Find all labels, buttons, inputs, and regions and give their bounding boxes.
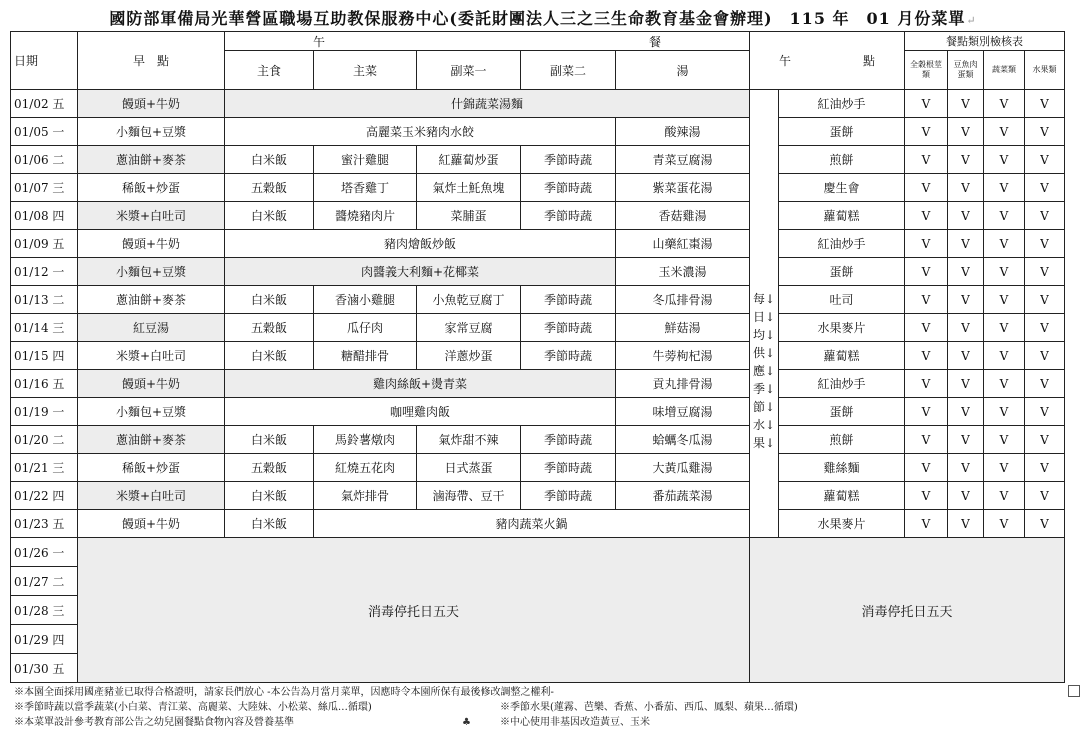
sprout-icon: ♣ <box>462 717 471 728</box>
row-soup: 鮮菇湯 <box>616 314 750 342</box>
row-combined: 豬肉蔬菜火鍋 <box>314 510 750 538</box>
row-main: 氣炸排骨 <box>314 482 417 510</box>
row-snack: 蘿蔔糕 <box>779 202 905 230</box>
row-side2: 季節時蔬 <box>521 174 616 202</box>
row-breakfast: 蔥油餅+麥茶 <box>78 286 225 314</box>
row-staple: 白米飯 <box>225 202 314 230</box>
row-breakfast: 饅頭+牛奶 <box>78 510 225 538</box>
notes <box>14 685 1074 730</box>
check-grain: V <box>905 286 948 314</box>
header-staple: 主食 <box>225 51 314 90</box>
check-fruit: V <box>1025 286 1065 314</box>
row-breakfast: 稀飯+炒蛋 <box>78 174 225 202</box>
check-protein: V <box>948 342 984 370</box>
check-fruit: V <box>1025 454 1065 482</box>
check-protein: V <box>948 90 984 118</box>
header-check-grain: 全穀根莖類 <box>905 51 948 90</box>
row-date: 01/02 五 <box>11 90 78 118</box>
row-date: 01/22 四 <box>11 482 78 510</box>
row-soup: 酸辣湯 <box>616 118 750 146</box>
row-date: 01/19 一 <box>11 398 78 426</box>
check-protein: V <box>948 230 984 258</box>
check-grain: V <box>905 230 948 258</box>
row-staple: 五穀飯 <box>225 174 314 202</box>
row-staple: 白米飯 <box>225 342 314 370</box>
row-staple: 五穀飯 <box>225 454 314 482</box>
row-soup: 青菜豆腐湯 <box>616 146 750 174</box>
check-veg: V <box>984 202 1025 230</box>
row-soup: 味增豆腐湯 <box>616 398 750 426</box>
row-date: 01/14 三 <box>11 314 78 342</box>
row-date: 01/23 五 <box>11 510 78 538</box>
row-soup: 山藥紅棗湯 <box>616 230 750 258</box>
row-soup: 番茄蔬菜湯 <box>616 482 750 510</box>
row-snack: 吐司 <box>779 286 905 314</box>
check-protein: V <box>948 202 984 230</box>
check-grain: V <box>905 314 948 342</box>
row-date: 01/05 一 <box>11 118 78 146</box>
check-fruit: V <box>1025 398 1065 426</box>
row-breakfast: 小麵包+豆漿 <box>78 258 225 286</box>
row-side1: 紅蘿蔔炒蛋 <box>417 146 521 174</box>
row-side1: 小魚乾豆腐丁 <box>417 286 521 314</box>
row-side2: 季節時蔬 <box>521 482 616 510</box>
row-soup: 大黃瓜雞湯 <box>616 454 750 482</box>
menu-table <box>10 31 1065 683</box>
row-breakfast: 米漿+白吐司 <box>78 202 225 230</box>
check-fruit: V <box>1025 482 1065 510</box>
check-protein: V <box>948 510 984 538</box>
row-combined: 高麗菜玉米豬肉水餃 <box>225 118 616 146</box>
row-main: 塔香雞丁 <box>314 174 417 202</box>
check-grain: V <box>905 426 948 454</box>
row-date: 01/30 五 <box>11 654 78 683</box>
check-veg: V <box>984 398 1025 426</box>
row-snack: 紅油炒手 <box>779 230 905 258</box>
row-side2: 季節時蔬 <box>521 146 616 174</box>
check-protein: V <box>948 482 984 510</box>
row-date: 01/06 二 <box>11 146 78 174</box>
row-side1: 菜脯蛋 <box>417 202 521 230</box>
header-soup: 湯 <box>616 51 750 90</box>
check-veg: V <box>984 146 1025 174</box>
check-fruit: V <box>1025 426 1065 454</box>
row-main: 紅燒五花肉 <box>314 454 417 482</box>
row-side2: 季節時蔬 <box>521 342 616 370</box>
row-date: 01/08 四 <box>11 202 78 230</box>
check-protein: V <box>948 286 984 314</box>
check-grain: V <box>905 370 948 398</box>
row-main: 香滷小雞腿 <box>314 286 417 314</box>
row-soup: 蛤蠣冬瓜湯 <box>616 426 750 454</box>
row-breakfast: 小麵包+豆漿 <box>78 398 225 426</box>
row-date: 01/26 一 <box>11 538 78 567</box>
row-snack: 煎餅 <box>779 146 905 174</box>
row-staple: 白米飯 <box>225 286 314 314</box>
menu-row <box>11 286 1065 314</box>
check-grain: V <box>905 90 948 118</box>
check-fruit: V <box>1025 342 1065 370</box>
menu-row <box>11 370 1065 398</box>
row-snack: 水果麥片 <box>779 314 905 342</box>
menu-row <box>11 314 1065 342</box>
menu-row <box>11 398 1065 426</box>
menu-row <box>11 510 1065 538</box>
row-breakfast: 饅頭+牛奶 <box>78 90 225 118</box>
row-date: 01/13 二 <box>11 286 78 314</box>
check-grain: V <box>905 510 948 538</box>
note-vegetables: ※季節時蔬以當季蔬菜(小白菜、青江菜、高麗菜、大陸妹、小松菜、絲瓜…循環) <box>14 702 372 713</box>
row-combined: 什錦蔬菜湯麵 <box>225 90 750 118</box>
check-veg: V <box>984 482 1025 510</box>
row-soup: 香菇雞湯 <box>616 202 750 230</box>
header-check-veg: 蔬菜類 <box>984 51 1025 90</box>
header-date: 日期 <box>11 32 78 90</box>
check-protein: V <box>948 454 984 482</box>
menu-row <box>11 230 1065 258</box>
check-fruit: V <box>1025 146 1065 174</box>
row-soup: 牛蒡枸杞湯 <box>616 342 750 370</box>
header-check-fruit: 水果類 <box>1025 51 1065 90</box>
header-check-group: 餐點類別檢核表 <box>905 32 1065 51</box>
menu-document: 國防部軍備局光華營區職場互助教保服務中心(委託財團法人三之三生命教育基金會辦理) 115 年 01 月份菜單↵ 日期 早 點 午 餐 午 點 餐點類別檢核表 主食 主菜 副菜一 副菜二 湯 全穀根莖類 豆魚肉蛋類 蔬菜類 水果類 01/02 五 饅頭+牛奶 什錦蔬菜湯麵 每↓日↓均↓供↓應↓季↓節↓水↓果↓ 紅油炒手 V V V V 01/05 一 小麵包+豆漿 高麗菜玉米豬肉水餃 酸辣湯 蛋餅 V V V V 01/06 二 蔥油餅+麥茶 白米飯 蜜汁雞腿 紅蘿蔔炒蛋 季節時蔬 青菜豆腐湯 煎餅 V V V V 01/07 三 稀飯+炒蛋 五穀飯 塔香雞丁 氣炸土魠魚塊 季節時蔬 紫菜蛋花湯 慶生會 V V V V 01/08 四 米漿+白吐司 白米飯 醬燒豬肉片 菜脯蛋 季節時蔬 香菇雞湯 蘿蔔糕 V V V V 01/09 五 饅頭+牛奶 豬肉燴飯炒飯 山藥紅棗湯 紅油炒手 V V V V 01/12 一 小麵包+豆漿 肉醬義大利麵+花椰菜 玉米濃湯 蛋餅 V V V V 01/13 二 蔥油餅+麥茶 白米飯 香滷小雞腿 小魚乾豆腐丁 季節時蔬 冬瓜排骨湯 吐司 V V V V 01/14 三 紅豆湯 五穀飯 瓜仔肉 家常豆腐 季節時蔬 鮮菇湯 水果麥片 V V V V 01/15 四 米漿+白吐司 白米飯 糖醋排骨 洋蔥炒蛋 季節時蔬 牛蒡枸杞湯 蘿蔔糕 V V V V 01/16 五 饅頭+牛奶 雞肉絲飯+燙青菜 貢丸排骨湯 紅油炒手 V V V V 01/19 一 小麵包+豆漿 咖哩雞肉飯 味增豆腐湯 蛋餅 V V V V 01/20 二 蔥油餅+麥茶 白米飯 馬鈴薯燉肉 氣炸甜不辣 季節時蔬 蛤蠣冬瓜湯 煎餅 V V V V 01/21 三 稀飯+炒蛋 五穀飯 紅燒五花肉 日式蒸蛋 季節時蔬 大黃瓜雞湯 雞絲麵 V V V V 01/22 四 米漿+白吐司 白米飯 氣炸排骨 滷海帶、豆干 季節時蔬 番茄蔬菜湯 蘿蔔糕 V V V V 01/23 五 饅頭+牛奶 白米飯 豬肉蔬菜火鍋 水果麥片 V V V V 01/26 一 消毒停托日五天 消毒停托日五天 01/27 二 01/28 三 01/29 四 01/30 五 ※本園全面採用國產豬並已取得合格證明，請家長們放心 -本公告為月當月菜單，因應時令本園所保有最後修改調整之權利- ※季節時蔬以當季蔬菜(小白菜、青江菜、高麗菜、大陸妹、小松菜、絲瓜…循環) ※季節水果(蓮霧、芭樂、香蕉、小番茄、西瓜、鳳梨、蘋果…循環) ※本菜單設計參考教育部公告之幼兒園餐點食物內容及營養基準 ※中心使用非基因改造黃豆、玉米 ♣ <box>0 0 1086 734</box>
row-side2: 季節時蔬 <box>521 426 616 454</box>
row-main: 蜜汁雞腿 <box>314 146 417 174</box>
row-snack: 蛋餅 <box>779 398 905 426</box>
check-fruit: V <box>1025 258 1065 286</box>
row-side2: 季節時蔬 <box>521 314 616 342</box>
closed-lunch: 消毒停托日五天 <box>78 538 750 683</box>
row-breakfast: 米漿+白吐司 <box>78 482 225 510</box>
check-fruit: V <box>1025 370 1065 398</box>
row-combined: 豬肉燴飯炒飯 <box>225 230 616 258</box>
header-side1: 副菜一 <box>417 51 521 90</box>
menu-row <box>11 454 1065 482</box>
row-date: 01/20 二 <box>11 426 78 454</box>
row-snack: 煎餅 <box>779 426 905 454</box>
check-veg: V <box>984 174 1025 202</box>
check-veg: V <box>984 426 1025 454</box>
menu-row <box>11 174 1065 202</box>
row-snack: 蛋餅 <box>779 258 905 286</box>
page-title: 國防部軍備局光華營區職場互助教保服務中心(委託財團法人三之三生命教育基金會辦理) 115 年 01 月份菜單 <box>109 9 966 28</box>
row-breakfast: 米漿+白吐司 <box>78 342 225 370</box>
check-grain: V <box>905 146 948 174</box>
checkbox-icon <box>1068 685 1080 697</box>
row-combined: 咖哩雞肉飯 <box>225 398 616 426</box>
header-lunch: 午 餐 <box>225 32 750 51</box>
row-date: 01/29 四 <box>11 625 78 654</box>
row-soup: 紫菜蛋花湯 <box>616 174 750 202</box>
check-fruit: V <box>1025 202 1065 230</box>
check-veg: V <box>984 258 1025 286</box>
row-date: 01/07 三 <box>11 174 78 202</box>
check-protein: V <box>948 398 984 426</box>
row-breakfast: 稀飯+炒蛋 <box>78 454 225 482</box>
check-grain: V <box>905 342 948 370</box>
header-check-protein: 豆魚肉蛋類 <box>948 51 984 90</box>
header-snack: 午 點 <box>750 32 905 90</box>
check-grain: V <box>905 482 948 510</box>
check-grain: V <box>905 174 948 202</box>
row-main: 醬燒豬肉片 <box>314 202 417 230</box>
check-protein: V <box>948 426 984 454</box>
row-soup: 玉米濃湯 <box>616 258 750 286</box>
row-side1: 日式蒸蛋 <box>417 454 521 482</box>
check-veg: V <box>984 230 1025 258</box>
check-grain: V <box>905 454 948 482</box>
row-staple: 白米飯 <box>225 510 314 538</box>
check-veg: V <box>984 286 1025 314</box>
row-snack: 水果麥片 <box>779 510 905 538</box>
row-soup: 冬瓜排骨湯 <box>616 286 750 314</box>
row-breakfast: 紅豆湯 <box>78 314 225 342</box>
row-date: 01/16 五 <box>11 370 78 398</box>
row-soup: 貢丸排骨湯 <box>616 370 750 398</box>
closed-snack: 消毒停托日五天 <box>750 538 1065 683</box>
row-breakfast: 饅頭+牛奶 <box>78 370 225 398</box>
row-date: 01/09 五 <box>11 230 78 258</box>
check-protein: V <box>948 314 984 342</box>
row-side1: 洋蔥炒蛋 <box>417 342 521 370</box>
check-veg: V <box>984 370 1025 398</box>
row-main: 馬鈴薯燉肉 <box>314 426 417 454</box>
row-staple: 白米飯 <box>225 482 314 510</box>
check-protein: V <box>948 370 984 398</box>
check-veg: V <box>984 118 1025 146</box>
row-staple: 白米飯 <box>225 426 314 454</box>
row-side2: 季節時蔬 <box>521 202 616 230</box>
row-combined: 雞肉絲飯+燙青菜 <box>225 370 616 398</box>
row-breakfast: 小麵包+豆漿 <box>78 118 225 146</box>
closed-row <box>11 538 1065 567</box>
header-breakfast: 早 點 <box>78 32 225 90</box>
menu-row <box>11 146 1065 174</box>
menu-row <box>11 426 1065 454</box>
row-side1: 氣炸甜不辣 <box>417 426 521 454</box>
check-veg: V <box>984 510 1025 538</box>
check-protein: V <box>948 258 984 286</box>
check-protein: V <box>948 174 984 202</box>
row-breakfast: 蔥油餅+麥茶 <box>78 426 225 454</box>
row-snack: 雞絲麵 <box>779 454 905 482</box>
note-reference: ※本菜單設計參考教育部公告之幼兒園餐點食物內容及營養基準 <box>14 717 294 728</box>
row-snack: 紅油炒手 <box>779 370 905 398</box>
check-protein: V <box>948 118 984 146</box>
row-date: 01/12 一 <box>11 258 78 286</box>
row-main: 瓜仔肉 <box>314 314 417 342</box>
row-date: 01/27 二 <box>11 567 78 596</box>
row-breakfast: 蔥油餅+麥茶 <box>78 146 225 174</box>
row-side1: 滷海帶、豆干 <box>417 482 521 510</box>
check-grain: V <box>905 118 948 146</box>
check-fruit: V <box>1025 230 1065 258</box>
menu-row <box>11 90 1065 118</box>
note-pork: ※本園全面採用國產豬並已取得合格證明，請家長們放心 -本公告為月當月菜單，因應時令本園所保有最後修改調整之權利- <box>14 687 554 698</box>
row-staple: 五穀飯 <box>225 314 314 342</box>
menu-row <box>11 482 1065 510</box>
check-veg: V <box>984 314 1025 342</box>
check-fruit: V <box>1025 314 1065 342</box>
row-main: 糖醋排骨 <box>314 342 417 370</box>
fruit-note: 每↓日↓均↓供↓應↓季↓節↓水↓果↓ <box>750 90 779 538</box>
check-fruit: V <box>1025 174 1065 202</box>
row-snack: 蘿蔔糕 <box>779 342 905 370</box>
menu-row <box>11 258 1065 286</box>
check-veg: V <box>984 454 1025 482</box>
row-side1: 氣炸土魠魚塊 <box>417 174 521 202</box>
check-grain: V <box>905 398 948 426</box>
menu-row <box>11 202 1065 230</box>
note-fruits: ※季節水果(蓮霧、芭樂、香蕉、小番茄、西瓜、鳳梨、蘋果…循環) <box>500 702 798 713</box>
row-side2: 季節時蔬 <box>521 286 616 314</box>
row-snack: 慶生會 <box>779 174 905 202</box>
check-grain: V <box>905 258 948 286</box>
menu-row <box>11 342 1065 370</box>
check-fruit: V <box>1025 510 1065 538</box>
row-date: 01/28 三 <box>11 596 78 625</box>
check-fruit: V <box>1025 118 1065 146</box>
row-snack: 蛋餅 <box>779 118 905 146</box>
check-grain: V <box>905 202 948 230</box>
row-staple: 白米飯 <box>225 146 314 174</box>
check-veg: V <box>984 342 1025 370</box>
row-snack: 紅油炒手 <box>779 90 905 118</box>
check-fruit: V <box>1025 90 1065 118</box>
row-date: 01/15 四 <box>11 342 78 370</box>
row-side2: 季節時蔬 <box>521 454 616 482</box>
row-date: 01/21 三 <box>11 454 78 482</box>
check-veg: V <box>984 90 1025 118</box>
row-breakfast: 饅頭+牛奶 <box>78 230 225 258</box>
note-non-gmo: ※中心使用非基因改造黃豆、玉米 <box>500 717 650 728</box>
row-combined: 肉醬義大利麵+花椰菜 <box>225 258 616 286</box>
menu-row <box>11 118 1065 146</box>
row-snack: 蘿蔔糕 <box>779 482 905 510</box>
check-protein: V <box>948 146 984 174</box>
header-side2: 副菜二 <box>521 51 616 90</box>
header-main: 主菜 <box>314 51 417 90</box>
row-side1: 家常豆腐 <box>417 314 521 342</box>
